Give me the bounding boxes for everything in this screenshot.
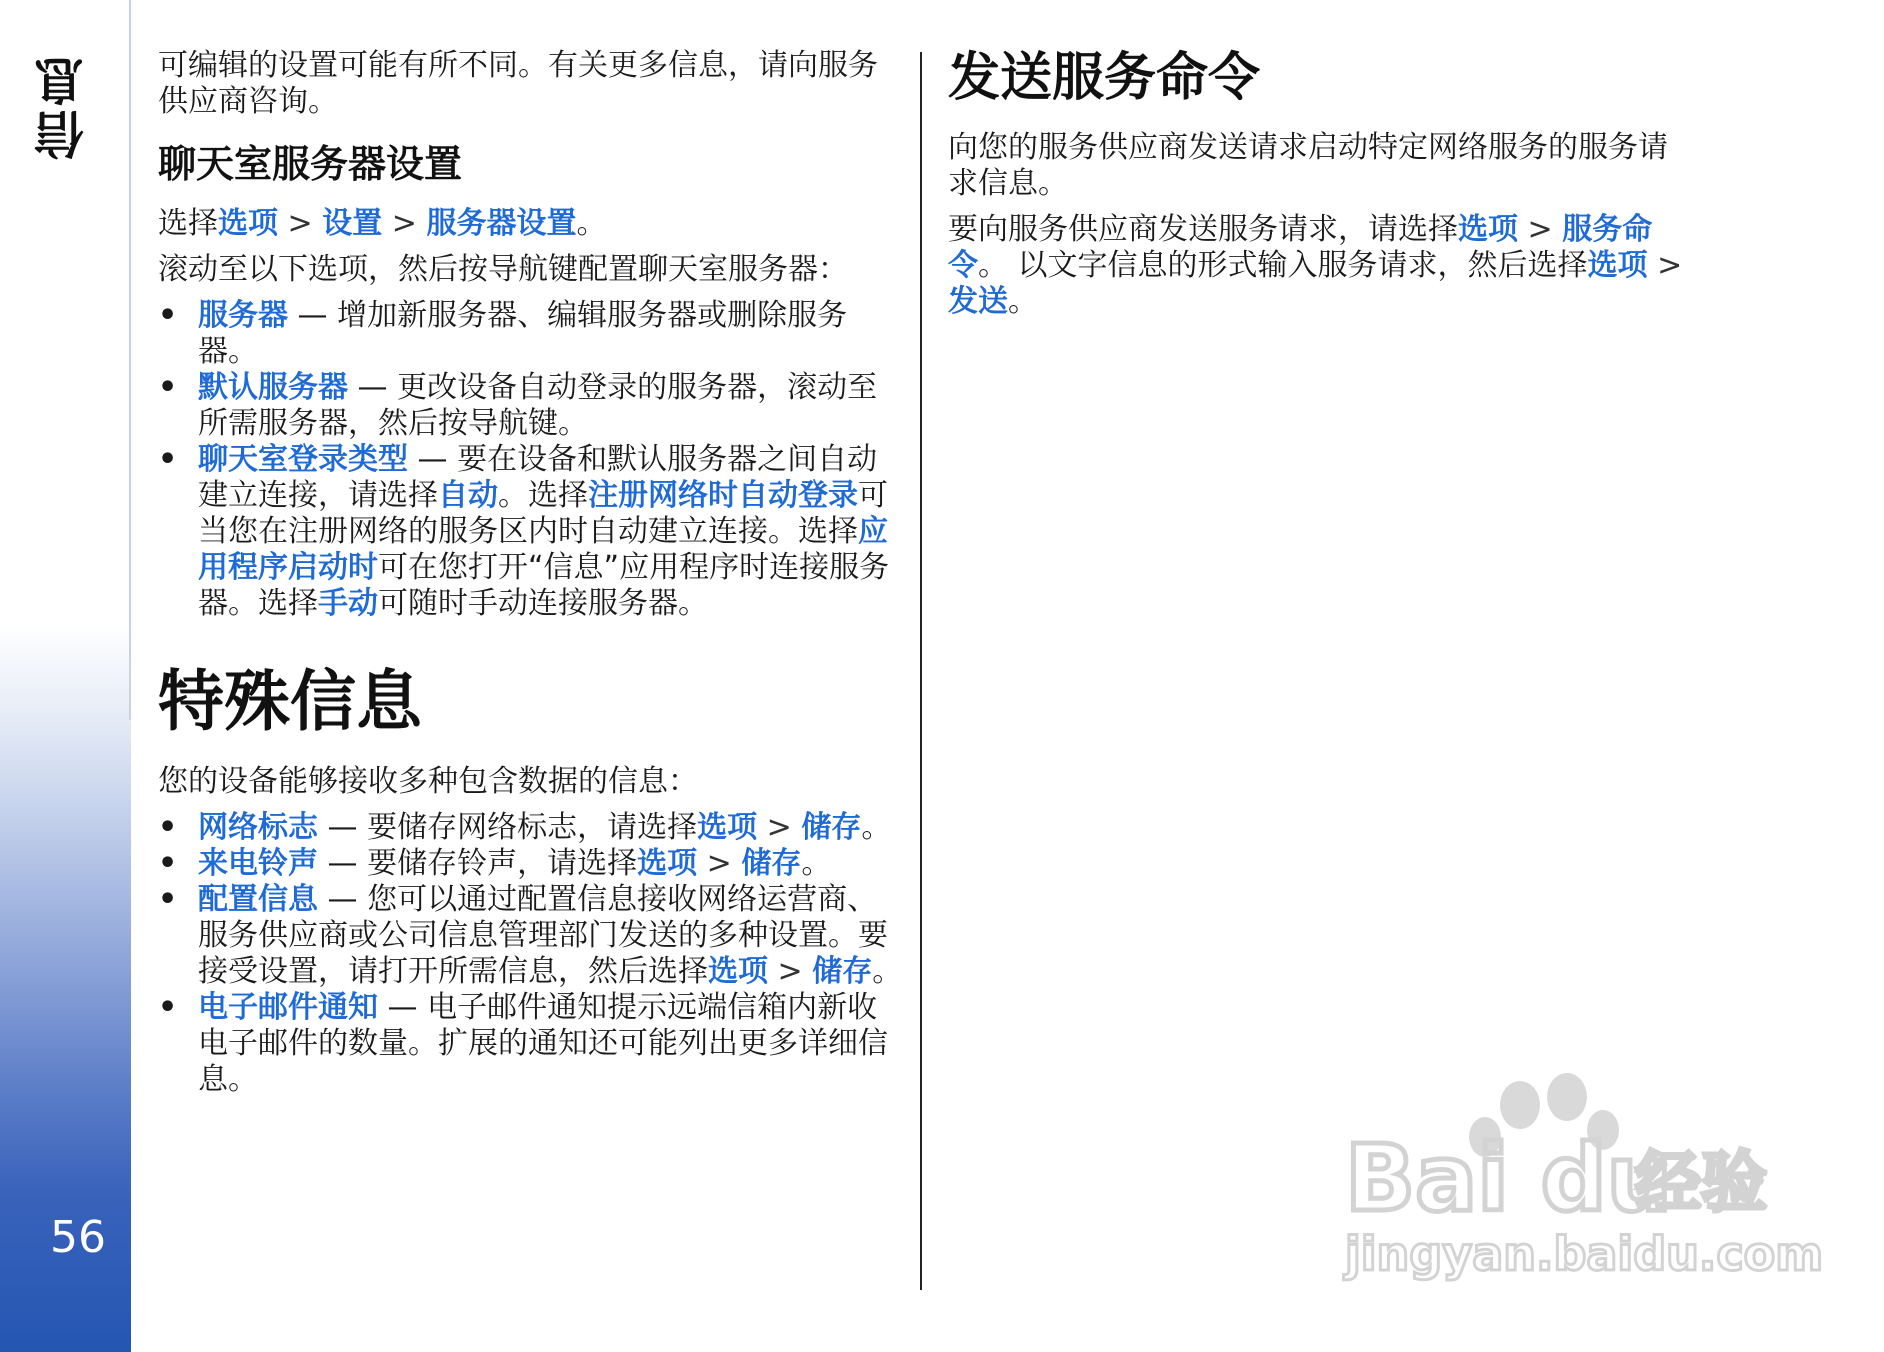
- nav-suffix: 。: [576, 206, 607, 241]
- separator: >: [777, 954, 803, 989]
- bullet: •: [158, 370, 178, 405]
- heading-chat-server-settings: 聊天室服务器设置: [158, 142, 463, 186]
- heading-special-messages: 特殊信息: [158, 663, 422, 740]
- separator: >: [391, 206, 417, 241]
- link-options[interactable]: 选项: [1458, 212, 1518, 247]
- item-text: — 您可以通过配置信息接收网络运营商、服务供应商或公司信息管理部门发送的多种设置。要接受设置，请打开所需信息，然后选择: [198, 882, 888, 989]
- left-column: [158, 48, 903, 1098]
- sidebar: [0, 0, 131, 1352]
- service-intro: 向您的服务供应商发送请求启动特定网络服务的服务请求信息。: [948, 130, 1668, 201]
- right-column: [948, 48, 1688, 330]
- link-save[interactable]: 储存: [741, 846, 802, 881]
- bullet: •: [158, 442, 178, 477]
- term-login-type[interactable]: 聊天室登录类型: [198, 442, 408, 477]
- column-divider: [920, 52, 922, 1290]
- term-configuration-message[interactable]: 配置信息: [198, 882, 318, 917]
- item-end: 。: [861, 810, 892, 845]
- item-text: 可随时手动连接服务器。: [378, 586, 708, 621]
- service-instructions: [948, 212, 1688, 320]
- separator: >: [706, 846, 732, 881]
- bullet: •: [158, 990, 178, 1025]
- term-operator-logo[interactable]: 网络标志: [198, 810, 318, 845]
- bullet: •: [158, 810, 178, 845]
- link-save[interactable]: 储存: [812, 954, 873, 989]
- sidebar-edge: [129, 0, 131, 720]
- link-send[interactable]: 发送: [948, 284, 1008, 319]
- list-item: [158, 442, 903, 622]
- brand-cn-text: 经验: [1635, 1144, 1767, 1221]
- bullet: •: [158, 298, 178, 333]
- item-end: 。: [801, 846, 832, 881]
- item-text: — 电子邮件通知提示远端信箱内新收电子邮件的数量。扩展的通知还可能列出更多详细信息。: [198, 990, 888, 1097]
- link-automatic[interactable]: 自动: [438, 478, 498, 513]
- page-number: 56: [50, 1212, 106, 1263]
- scroll-instruction: 滚动至以下选项，然后按导航键配置聊天室服务器：: [158, 252, 848, 287]
- link-settings[interactable]: 设置: [322, 206, 383, 241]
- special-intro: 您的设备能够接收多种包含数据的信息：: [158, 764, 698, 799]
- intro-paragraph: 可编辑的设置可能有所不同。有关更多信息，请向服务供应商咨询。: [158, 48, 878, 119]
- heading-send-service-command: 发送服务命令: [948, 48, 1261, 108]
- term-default-server[interactable]: 默认服务器: [198, 370, 348, 405]
- item-text: — 要在设备和默认服务器之间自动建立连接，请选择: [198, 442, 878, 513]
- list-item: [158, 882, 903, 990]
- list-item: [158, 370, 903, 442]
- list-item: [158, 810, 903, 846]
- link-options[interactable]: 选项: [218, 206, 278, 241]
- link-options[interactable]: 选项: [637, 846, 698, 881]
- item-end: 。: [872, 954, 903, 989]
- item-text: — 增加新服务器、编辑服务器或删除服务器。: [198, 298, 848, 369]
- link-options[interactable]: 选项: [1587, 248, 1648, 283]
- link-options[interactable]: 选项: [708, 954, 768, 989]
- term-server[interactable]: 服务器: [198, 298, 288, 333]
- term-email-notification[interactable]: 电子邮件通知: [198, 990, 378, 1025]
- nav-prefix: 选择: [158, 206, 218, 241]
- link-auto-on-network[interactable]: 注册网络时自动登录: [588, 478, 858, 513]
- list-item: [158, 846, 903, 882]
- bullet: •: [158, 846, 178, 881]
- chat-server-options-list: [158, 298, 903, 622]
- separator: >: [766, 810, 792, 845]
- brand-text: Bai du: [1345, 1125, 1673, 1232]
- item-text: 可在您打开“信息”应用程序时连接服务器。选择: [198, 550, 890, 621]
- item-text: 。选择: [498, 478, 588, 513]
- term-ringing-tone[interactable]: 来电铃声: [198, 846, 318, 881]
- link-manual[interactable]: 手动: [318, 586, 378, 621]
- list-item: [158, 990, 903, 1098]
- item-text: 可当您在注册网络的服务区内时自动建立连接。选择: [198, 478, 888, 549]
- separator: >: [1527, 212, 1553, 247]
- section-label: 信息: [34, 52, 92, 160]
- baidu-jingyan-watermark: [1335, 1075, 1824, 1285]
- bullet: •: [158, 882, 178, 917]
- link-service-commands[interactable]: 服务命令: [948, 212, 1653, 283]
- nav-path: [158, 206, 903, 242]
- item-text: — 要储存铃声，请选择: [318, 846, 638, 881]
- text: 要向服务供应商发送服务请求，请选择: [948, 212, 1458, 247]
- special-messages-list: [158, 810, 903, 1098]
- separator: >: [287, 206, 313, 241]
- text: 。 以文字信息的形式输入服务请求，然后选择: [978, 248, 1588, 283]
- list-item: [158, 298, 903, 370]
- text: 。: [1008, 284, 1038, 319]
- link-options[interactable]: 选项: [697, 810, 758, 845]
- item-text: — 更改设备自动登录的服务器，滚动至所需服务器，然后按导航键。: [198, 370, 878, 441]
- link-server-settings[interactable]: 服务器设置: [426, 206, 577, 241]
- link-save[interactable]: 储存: [801, 810, 862, 845]
- watermark-url: jingyan.baidu.com: [1345, 1227, 1824, 1281]
- link-on-app-start[interactable]: 应用程序启动时: [198, 514, 888, 585]
- separator: >: [1657, 248, 1683, 283]
- item-text: — 要储存网络标志，请选择: [318, 810, 698, 845]
